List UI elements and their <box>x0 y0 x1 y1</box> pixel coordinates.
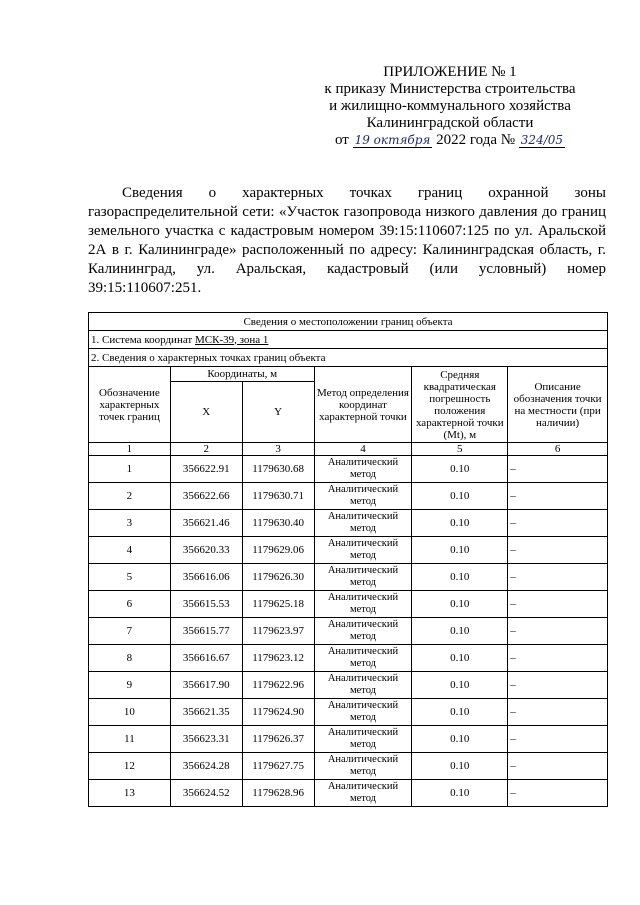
table-row <box>89 780 608 807</box>
point-description-cell: – <box>508 483 608 510</box>
error-value-cell: 0.10 <box>412 591 508 618</box>
point-number-cell: 6 <box>89 591 171 618</box>
point-number-cell: 5 <box>89 564 171 591</box>
header-designation: Обозначение характерных точек границ <box>89 367 171 443</box>
method-cell: Аналитический метод <box>314 537 412 564</box>
coordinate-system-row <box>89 331 608 349</box>
error-value-cell: 0.10 <box>412 456 508 483</box>
error-value-cell: 0.10 <box>412 672 508 699</box>
date-prefix: от <box>334 132 349 148</box>
handwritten-date: 19 октября <box>354 133 431 147</box>
error-value-cell: 0.10 <box>412 726 508 753</box>
header-x: X <box>170 382 242 443</box>
table-row <box>89 456 608 483</box>
point-description-cell: – <box>508 618 608 645</box>
handwritten-order-number: 324/05 <box>520 133 564 147</box>
x-coordinate-cell: 356615.53 <box>170 591 242 618</box>
order-line-2: и жилищно-коммунального хозяйства <box>329 98 571 114</box>
table-row <box>89 753 608 780</box>
y-coordinate-cell: 1179628.96 <box>242 780 314 807</box>
x-coordinate-cell: 356623.31 <box>170 726 242 753</box>
point-description-cell: – <box>508 564 608 591</box>
y-coordinate-cell: 1179626.37 <box>242 726 314 753</box>
y-coordinate-cell: 1179622.96 <box>242 672 314 699</box>
x-coordinate-cell: 356616.67 <box>170 645 242 672</box>
error-value-cell: 0.10 <box>412 537 508 564</box>
x-coordinate-cell: 356621.35 <box>170 699 242 726</box>
intro-paragraph: Сведения о характерных точках границ охранной зоны газораспределительной сети: «Участок газопровода низкого давления до границ земельного участка с кадастровым номером 39:15:110607:125 по ул. Аральской 2А в г. Калининграде» расположенный по адресу: Калининградская область, г. Калининград, ул. Аральская, кадастровый (или условный) номер 39:15:110607:251. <box>88 185 606 296</box>
x-coordinate-cell: 356621.46 <box>170 510 242 537</box>
method-cell: Аналитический метод <box>314 780 412 807</box>
table-title: Сведения о местоположении границ объекта <box>89 313 608 331</box>
order-line-1: к приказу Министерства строительства <box>324 81 576 97</box>
column-number-3: 3 <box>242 443 314 456</box>
header-y: Y <box>242 382 314 443</box>
x-coordinate-cell: 356617.90 <box>170 672 242 699</box>
method-cell: Аналитический метод <box>314 564 412 591</box>
point-description-cell: – <box>508 456 608 483</box>
table-row <box>89 645 608 672</box>
point-number-cell: 9 <box>89 672 171 699</box>
y-coordinate-cell: 1179623.12 <box>242 645 314 672</box>
y-coordinate-cell: 1179630.71 <box>242 483 314 510</box>
column-number-2: 2 <box>170 443 242 456</box>
method-cell: Аналитический метод <box>314 456 412 483</box>
column-number-4: 4 <box>314 443 412 456</box>
date-year: 2022 года № <box>436 132 516 148</box>
point-number-cell: 10 <box>89 699 171 726</box>
error-value-cell: 0.10 <box>412 699 508 726</box>
point-description-cell: – <box>508 645 608 672</box>
table-row <box>89 591 608 618</box>
y-coordinate-cell: 1179626.30 <box>242 564 314 591</box>
error-value-cell: 0.10 <box>412 753 508 780</box>
error-value-cell: 0.10 <box>412 618 508 645</box>
order-date-line <box>300 132 600 149</box>
header-method: Метод определения координат характерной точки <box>314 367 412 443</box>
points-section-label: 2. Сведения о характерных точках границ объекта <box>89 349 608 367</box>
table-row <box>89 483 608 510</box>
table-row <box>89 510 608 537</box>
method-cell: Аналитический метод <box>314 645 412 672</box>
point-number-cell: 4 <box>89 537 171 564</box>
appendix-header <box>300 64 600 149</box>
method-cell: Аналитический метод <box>314 483 412 510</box>
point-number-cell: 2 <box>89 483 171 510</box>
table-row <box>89 564 608 591</box>
y-coordinate-cell: 1179627.75 <box>242 753 314 780</box>
header-error: Средняя квадратическая погрешность положения характерной точки (Mt), м <box>412 367 508 443</box>
x-coordinate-cell: 356620.33 <box>170 537 242 564</box>
y-coordinate-cell: 1179625.18 <box>242 591 314 618</box>
point-description-cell: – <box>508 537 608 564</box>
coordinates-table <box>88 312 608 807</box>
method-cell: Аналитический метод <box>314 672 412 699</box>
coordinate-system-value: МСК-39, зона 1 <box>194 333 269 346</box>
header-coordinates: Координаты, м <box>170 367 314 382</box>
method-cell: Аналитический метод <box>314 753 412 780</box>
error-value-cell: 0.10 <box>412 645 508 672</box>
table-row <box>89 618 608 645</box>
table-row <box>89 699 608 726</box>
error-value-cell: 0.10 <box>412 483 508 510</box>
point-description-cell: – <box>508 510 608 537</box>
point-description-cell: – <box>508 753 608 780</box>
point-description-cell: – <box>508 780 608 807</box>
column-number-6: 6 <box>508 443 608 456</box>
y-coordinate-cell: 1179629.06 <box>242 537 314 564</box>
error-value-cell: 0.10 <box>412 780 508 807</box>
error-value-cell: 0.10 <box>412 564 508 591</box>
x-coordinate-cell: 356624.52 <box>170 780 242 807</box>
point-number-cell: 7 <box>89 618 171 645</box>
point-description-cell: – <box>508 699 608 726</box>
point-number-cell: 11 <box>89 726 171 753</box>
point-number-cell: 13 <box>89 780 171 807</box>
x-coordinate-cell: 356624.28 <box>170 753 242 780</box>
method-cell: Аналитический метод <box>314 591 412 618</box>
point-number-cell: 8 <box>89 645 171 672</box>
header-description: Описание обозначения точки на местности (при наличии) <box>508 367 608 443</box>
point-number-cell: 3 <box>89 510 171 537</box>
x-coordinate-cell: 356616.06 <box>170 564 242 591</box>
method-cell: Аналитический метод <box>314 726 412 753</box>
method-cell: Аналитический метод <box>314 699 412 726</box>
appendix-title: ПРИЛОЖЕНИЕ № 1 <box>383 64 517 80</box>
y-coordinate-cell: 1179623.97 <box>242 618 314 645</box>
x-coordinate-cell: 356622.66 <box>170 483 242 510</box>
point-description-cell: – <box>508 726 608 753</box>
method-cell: Аналитический метод <box>314 510 412 537</box>
x-coordinate-cell: 356622.91 <box>170 456 242 483</box>
error-value-cell: 0.10 <box>412 510 508 537</box>
x-coordinate-cell: 356615.77 <box>170 618 242 645</box>
point-description-cell: – <box>508 672 608 699</box>
point-number-cell: 1 <box>89 456 171 483</box>
table-row <box>89 537 608 564</box>
point-number-cell: 12 <box>89 753 171 780</box>
table-row <box>89 726 608 753</box>
order-line-3: Калининградской области <box>366 115 534 131</box>
column-number-5: 5 <box>412 443 508 456</box>
column-number-1: 1 <box>89 443 171 456</box>
coordinate-system-label: 1. Система координат <box>91 333 193 346</box>
point-description-cell: – <box>508 591 608 618</box>
y-coordinate-cell: 1179630.68 <box>242 456 314 483</box>
method-cell: Аналитический метод <box>314 618 412 645</box>
y-coordinate-cell: 1179624.90 <box>242 699 314 726</box>
table-row <box>89 672 608 699</box>
y-coordinate-cell: 1179630.40 <box>242 510 314 537</box>
